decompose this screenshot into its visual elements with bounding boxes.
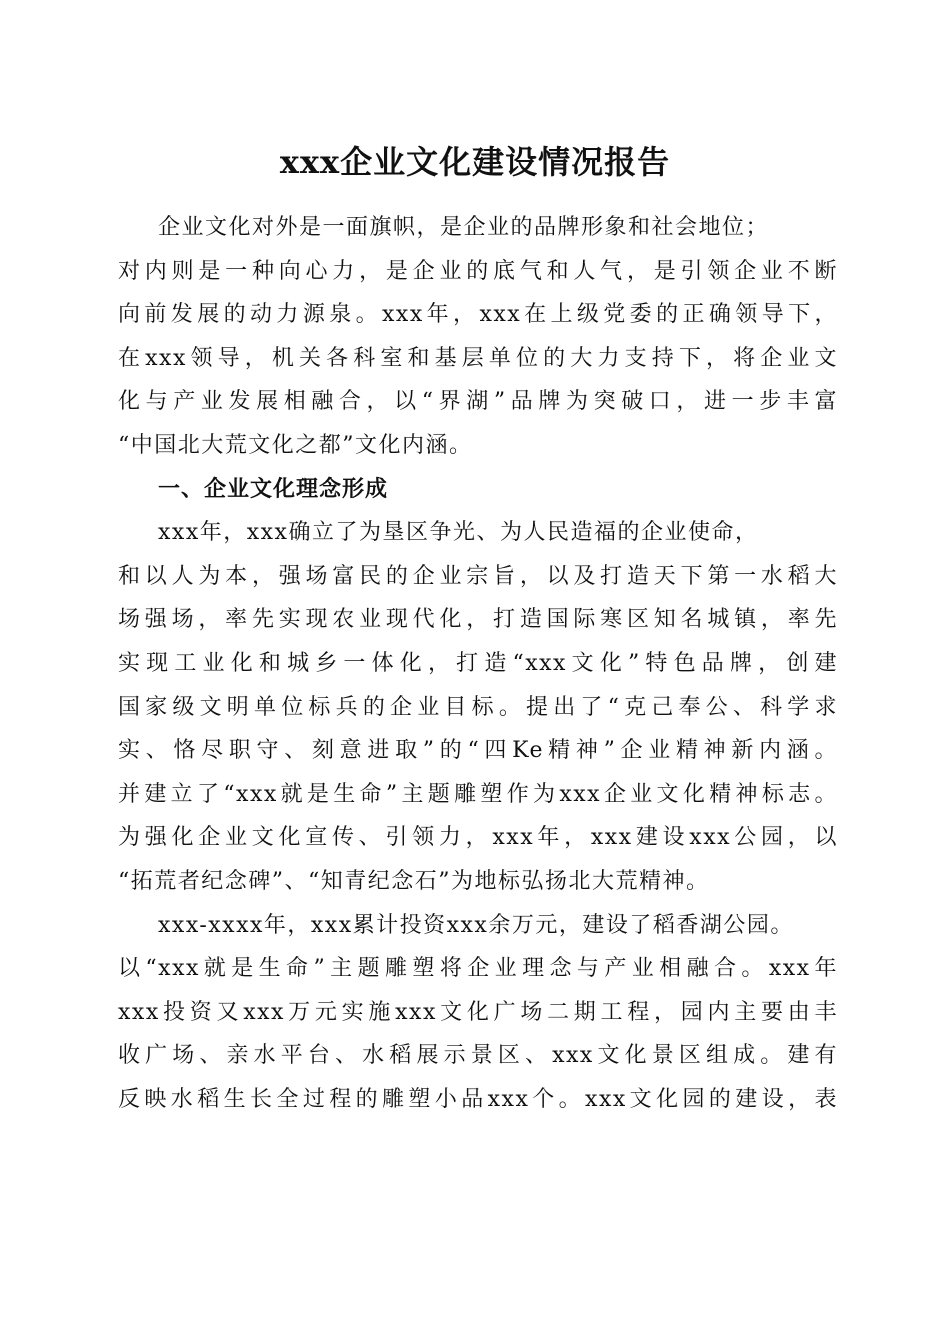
document-body bbox=[118, 206, 838, 1121]
paragraph-line: 收广场、亲水平台、水稻展示景区、xxx文化景区组成。建有 bbox=[118, 1043, 838, 1069]
document-title: xxx企业文化建设情况报告 bbox=[279, 143, 671, 181]
paragraph-line: 场强场，率先实现农业现代化，打造国际寒区知名城镇，率先 bbox=[118, 607, 838, 633]
paragraph-line: 实、恪尽职守、刻意进取”的“四Ke精神”企业精神新内涵。 bbox=[118, 738, 838, 764]
paragraph-line: xxx投资又xxx万元实施xxx文化广场二期工程，园内主要由丰 bbox=[118, 999, 838, 1025]
paragraph-line: 向前发展的动力源泉。xxx年，xxx在上级党委的正确领导下， bbox=[118, 302, 838, 328]
paragraph-line: 化与产业发展相融合，以“界湖”品牌为突破口，进一步丰富 bbox=[118, 389, 838, 415]
paragraph-line: “拓荒者纪念碑”、“知青纪念石”为地标弘扬北大荒精神。 bbox=[118, 868, 710, 894]
section-heading: 一、企业文化理念形成 bbox=[158, 476, 389, 502]
paragraph-line: 并建立了“xxx就是生命”主题雕塑作为xxx企业文化精神标志。 bbox=[118, 781, 838, 807]
paragraph-line: 对内则是一种向心力，是企业的底气和人气，是引领企业不断 bbox=[118, 258, 838, 284]
paragraph-line: 为强化企业文化宣传、引领力，xxx年，xxx建设xxx公园，以 bbox=[118, 825, 838, 851]
paragraph-line: 企业文化对外是一面旗帜，是企业的品牌形象和社会地位； bbox=[158, 215, 770, 240]
paragraph-line: “中国北大荒文化之都”文化内涵。 bbox=[118, 432, 473, 458]
paragraph-line: 反映水稻生长全过程的雕塑小品xxx个。xxx文化园的建设，表 bbox=[118, 1086, 838, 1112]
paragraph-line: 国家级文明单位标兵的企业目标。提出了“克己奉公、科学求 bbox=[118, 694, 838, 720]
paragraph-line: xxx-xxxx年，xxx累计投资xxx余万元，建设了稻香湖公园。 bbox=[158, 912, 794, 938]
paragraph-line: xxx年，xxx确立了为垦区争光、为人民造福的企业使命， bbox=[158, 520, 759, 546]
paragraph-line: 实现工业化和城乡一体化，打造“xxx文化”特色品牌，创建 bbox=[118, 650, 838, 676]
paragraph-line: 在xxx领导，机关各科室和基层单位的大力支持下，将企业文 bbox=[118, 345, 838, 371]
paragraph-line: 和以人为本，强场富民的企业宗旨，以及打造天下第一水稻大 bbox=[118, 563, 838, 589]
paragraph-line: 以“xxx就是生命”主题雕塑将企业理念与产业相融合。xxx年 bbox=[118, 956, 838, 982]
